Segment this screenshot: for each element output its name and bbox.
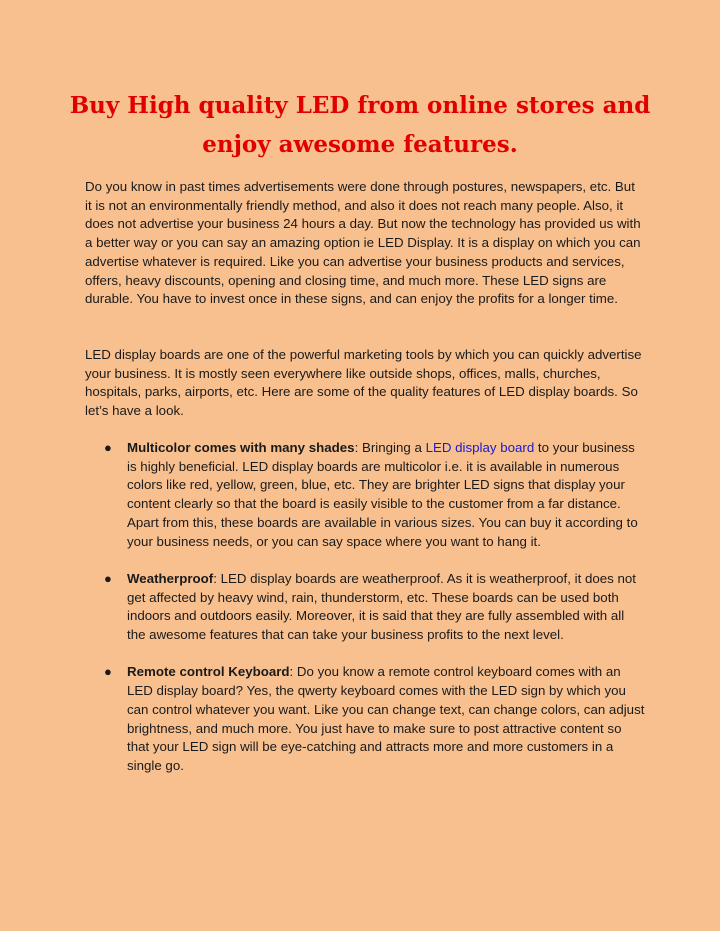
bullet-icon: ● bbox=[104, 664, 112, 680]
bullet-icon: ● bbox=[104, 440, 112, 455]
feature-text: : LED display boards are weatherproof. As it is weatherproof, it does not get affected by heavy wind, rain, thunderstorm, etc. These boards can be used both indoors and outdoors easily. Moreover, it is said that they are fully assembled with all the awesome features that can take your business profits to the next level. bbox=[127, 570, 636, 643]
feature-heading: Remote control Keyboard bbox=[127, 664, 290, 680]
led-display-board-link[interactable]: LED display board bbox=[425, 440, 535, 455]
feature-heading: Multicolor comes with many shades bbox=[127, 440, 355, 455]
list-item bbox=[85, 663, 645, 775]
intro-paragraph: Do you know in past times advertisements were done through postures, newspapers, etc. But it is not an environmentally friendly method, and also it does not reach many people. Also, it does not advertise your business 24 hours a day. But now the technology has provided us with a better way or you can say an amazing option ie LED Display. It is a display on which you can advertise whatever is required. Like you can advertise your business products and services, offers, heavy discounts, opening and closing time, and much more. These LED signs are durable. You have to invest once in these signs, and can enjoy the profits for a longer time. bbox=[85, 179, 641, 307]
feature-heading: Weatherproof bbox=[127, 570, 214, 586]
page-title: Buy High quality LED from online stores and enjoy awesome features. bbox=[69, 92, 651, 158]
feature-text: : Do you know a remote control keyboard comes with an LED display board? Yes, the qwerty keyboard comes with the LED sign by which you can control whatever you want. Like you can change text, can change colors, can adjust brightness, and much more. You just have to make sure to post attractive content so that your LED sign will be eye-catching and attracts more and more customers in a single go. bbox=[127, 664, 645, 773]
feature-text: to your business is highly beneficial. LED display boards are multicolor i.e. it is available in numerous colors like red, yellow, green, blue, etc. They are brighter LED signs that display your content clearly so that the board is easily visible to the customer from a far distance. Apart from this, these boards are available in various sizes. You can buy it according to your business needs, or you can say space where you want to hang it. bbox=[127, 440, 638, 549]
feature-text: : Bringing a bbox=[354, 440, 426, 455]
list-item bbox=[85, 570, 645, 645]
bullet-icon: ● bbox=[104, 570, 112, 586]
features-list bbox=[85, 439, 645, 794]
features-intro-paragraph: LED display boards are one of the powerful marketing tools by which you can quickly advertise your business. It is mostly seen everywhere like outside shops, offices, malls, churches, hospitals, parks, airports, etc. Here are some of the quality features of LED display boards. So let’s have a look. bbox=[85, 347, 642, 419]
list-item bbox=[85, 439, 645, 551]
